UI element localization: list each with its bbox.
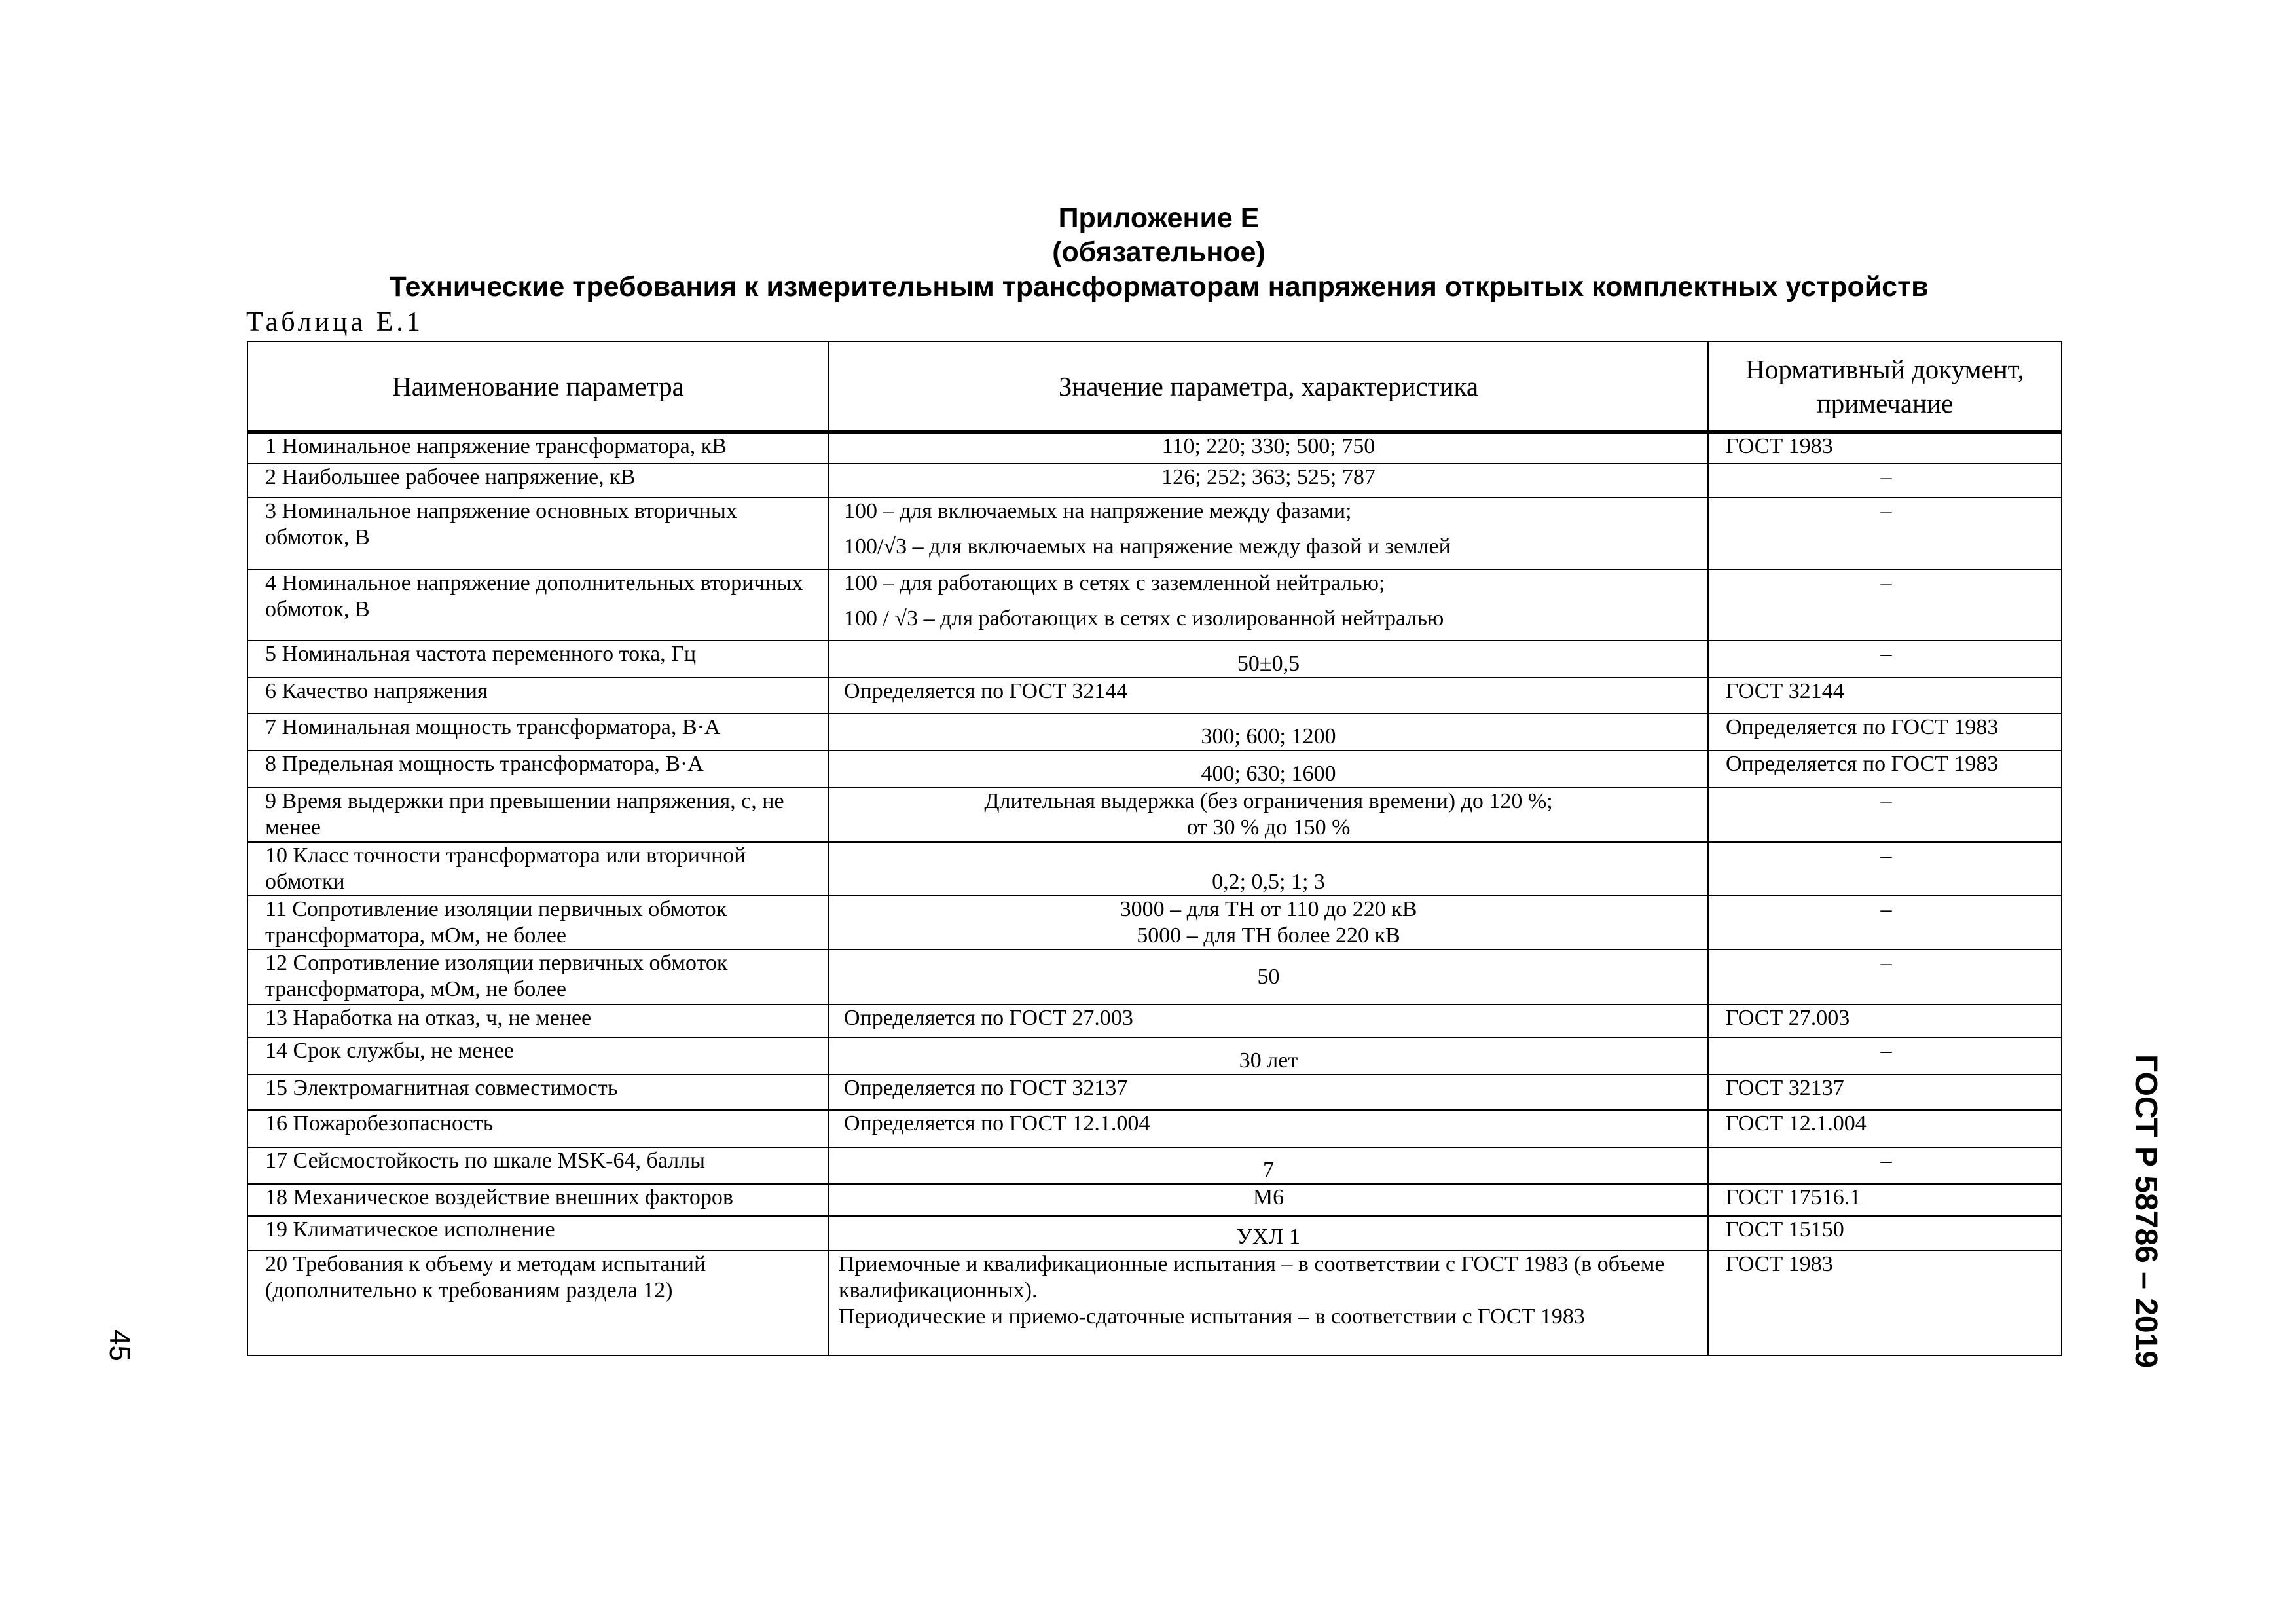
standard-designation: ГОСТ Р 58786 – 2019: [2128, 1054, 2163, 1369]
column-header: Нормативный документ, примечание: [1708, 342, 2062, 432]
parameter-name: 1 Номинальное напряжение трансформатора, кВ: [247, 432, 829, 464]
value-line: 100 / √3 – для работающих в сетях с изолированной нейтралью: [844, 606, 1444, 631]
parameter-name: 17 Сейсмостойкость по шкале MSK-64, баллы: [247, 1147, 829, 1184]
parameter-value: [829, 896, 1708, 950]
parameter-document: ГОСТ 1983: [1708, 1251, 2062, 1356]
parameter-document: ГОСТ 27.003: [1708, 1005, 2062, 1037]
parameter-value: Определяется по ГОСТ 32144: [829, 678, 1708, 714]
parameter-name: 9 Время выдержки при превышении напряжения, с, не менее: [247, 788, 829, 842]
table-row: [247, 570, 2062, 640]
table-row: [247, 1037, 2062, 1075]
appendix-status: (обязательное): [1052, 236, 1266, 268]
appendix-subject: Технические требования к измерительным трансформаторам напряжения открытых комплектных устройств: [389, 271, 1929, 303]
parameter-value: 0,2; 0,5; 1; 3: [829, 842, 1708, 896]
value-line: 5000 – для ТН более 220 кВ: [1137, 923, 1400, 948]
table-row: [247, 1251, 2062, 1356]
parameter-document: ГОСТ 1983: [1708, 432, 2062, 464]
parameter-name: 19 Климатическое исполнение: [247, 1216, 829, 1251]
parameter-value: УХЛ 1: [829, 1216, 1708, 1251]
parameter-document: ГОСТ 32144: [1708, 678, 2062, 714]
value-line: 100 – для работающих в сетях с заземленной нейтралью;: [844, 570, 1385, 595]
parameter-document: –: [1708, 640, 2062, 678]
parameter-value: М6: [829, 1184, 1708, 1216]
parameters-table: [247, 341, 2062, 1356]
value-line: 3000 – для ТН от 110 до 220 кВ: [1120, 896, 1417, 921]
parameter-document: –: [1708, 950, 2062, 1005]
table-row: [247, 432, 2062, 464]
table-row: [247, 1005, 2062, 1037]
parameter-document: –: [1708, 464, 2062, 498]
table-row: [247, 1075, 2062, 1110]
parameter-value: 50: [829, 950, 1708, 1005]
value-line: 100/√3 – для включаемых на напряжение между фазой и землей: [844, 534, 1451, 559]
parameter-document: –: [1708, 842, 2062, 896]
table-row: [247, 498, 2062, 570]
parameter-name: 4 Номинальное напряжение дополнительных вторичных обмоток, В: [247, 570, 829, 640]
parameter-name: 7 Номинальная мощность трансформатора, В·А: [247, 714, 829, 750]
parameter-document: –: [1708, 788, 2062, 842]
parameter-name: 6 Качество напряжения: [247, 678, 829, 714]
parameter-name: 20 Требования к объему и методам испытаний (дополнительно к требованиям раздела 12): [247, 1251, 829, 1356]
table-row: [247, 464, 2062, 498]
value-line: Длительная выдержка (без ограничения времени) до 120 %;: [984, 788, 1553, 813]
parameter-value: [829, 570, 1708, 640]
value-line: Периодические и приемо-сдаточные испытания – в соответствии с ГОСТ 1983: [839, 1304, 1585, 1329]
value-line: от 30 % до 150 %: [1186, 815, 1351, 840]
column-header: Наименование параметра: [247, 342, 829, 432]
value-line: 100 – для включаемых на напряжение между фазами;: [844, 498, 1352, 523]
parameter-name: 10 Класс точности трансформатора или вторичной обмотки: [247, 842, 829, 896]
table-caption: Таблица Е.1: [246, 307, 424, 337]
parameter-value: Определяется по ГОСТ 12.1.004: [829, 1110, 1708, 1147]
parameter-value: 30 лет: [829, 1037, 1708, 1075]
table-row: [247, 842, 2062, 896]
parameter-name: 13 Наработка на отказ, ч, не менее: [247, 1005, 829, 1037]
parameter-name: 14 Срок службы, не менее: [247, 1037, 829, 1075]
parameter-value: 110; 220; 330; 500; 750: [829, 432, 1708, 464]
parameter-value: 50±0,5: [829, 640, 1708, 678]
page-number: 45: [103, 1329, 136, 1361]
parameter-document: –: [1708, 1147, 2062, 1184]
value-line: Приемочные и квалификационные испытания – в соответствии с ГОСТ 1983 (в объеме квалификационных).: [839, 1251, 1665, 1302]
table-row: [247, 896, 2062, 950]
parameter-name: 18 Механическое воздействие внешних факторов: [247, 1184, 829, 1216]
parameter-value: 400; 630; 1600: [829, 750, 1708, 788]
appendix-title: Приложение Е: [1058, 202, 1260, 234]
parameter-name: 2 Наибольшее рабочее напряжение, кВ: [247, 464, 829, 498]
parameter-name: 3 Номинальное напряжение основных вторичных обмоток, В: [247, 498, 829, 570]
parameter-value: Определяется по ГОСТ 27.003: [829, 1005, 1708, 1037]
table-row: [247, 678, 2062, 714]
parameter-document: ГОСТ 12.1.004: [1708, 1110, 2062, 1147]
parameter-value: Определяется по ГОСТ 32137: [829, 1075, 1708, 1110]
parameter-name: 15 Электромагнитная совместимость: [247, 1075, 829, 1110]
parameter-name: 12 Сопротивление изоляции первичных обмоток трансформатора, мОм, не более: [247, 950, 829, 1005]
table-row: [247, 950, 2062, 1005]
parameter-name: 8 Предельная мощность трансформатора, В·А: [247, 750, 829, 788]
parameter-document: Определяется по ГОСТ 1983: [1708, 714, 2062, 750]
parameter-name: 16 Пожаробезопасность: [247, 1110, 829, 1147]
parameter-document: ГОСТ 17516.1: [1708, 1184, 2062, 1216]
table-row: [247, 714, 2062, 750]
parameter-value: 7: [829, 1147, 1708, 1184]
table-row: [247, 1184, 2062, 1216]
table-header-row: [247, 342, 2062, 432]
parameter-document: ГОСТ 15150: [1708, 1216, 2062, 1251]
column-header: Значение параметра, характеристика: [829, 342, 1708, 432]
parameter-document: –: [1708, 896, 2062, 950]
table-row: [247, 750, 2062, 788]
parameter-value: [829, 498, 1708, 570]
parameter-name: 11 Сопротивление изоляции первичных обмоток трансформатора, мОм, не более: [247, 896, 829, 950]
parameter-name: 5 Номинальная частота переменного тока, Гц: [247, 640, 829, 678]
parameter-document: –: [1708, 570, 2062, 640]
parameter-value: [829, 788, 1708, 842]
parameter-value: [829, 1251, 1708, 1356]
parameter-document: Определяется по ГОСТ 1983: [1708, 750, 2062, 788]
table-row: [247, 1147, 2062, 1184]
table-row: [247, 640, 2062, 678]
table-row: [247, 788, 2062, 842]
parameter-document: –: [1708, 1037, 2062, 1075]
table-row: [247, 1110, 2062, 1147]
parameter-document: –: [1708, 498, 2062, 570]
table-row: [247, 1216, 2062, 1251]
parameter-value: 300; 600; 1200: [829, 714, 1708, 750]
parameter-document: ГОСТ 32137: [1708, 1075, 2062, 1110]
parameter-value: 126; 252; 363; 525; 787: [829, 464, 1708, 498]
